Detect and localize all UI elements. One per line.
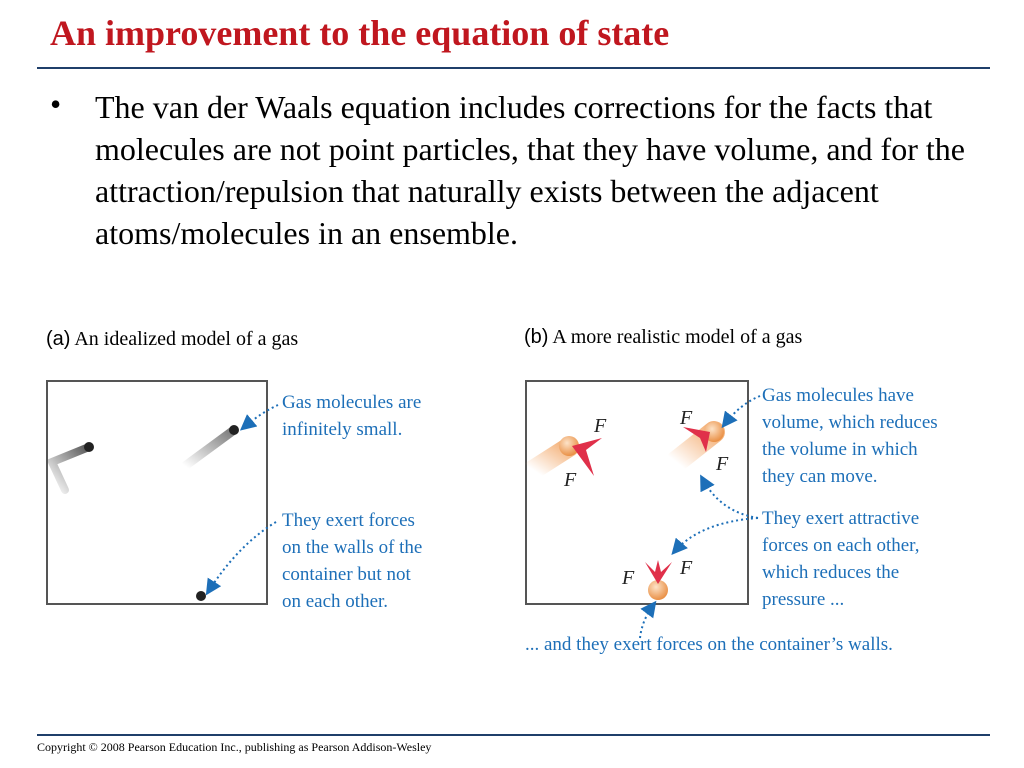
slide-title: An improvement to the equation of state [50, 13, 670, 53]
annotation-arrow [702, 478, 758, 518]
panel-a-tag: (a) [46, 328, 71, 350]
panel-b-note-volume: Gas molecules have volume, which reduces the volume in which they can move. [762, 385, 938, 487]
ideal-molecule-left [52, 442, 94, 490]
annotation-arrow [724, 396, 760, 425]
copyright-text: Copyright © 2008 Pearson Education Inc., publishing as Pearson Addison-Wesley [37, 740, 432, 754]
force-label: F [716, 453, 729, 475]
real-molecule-bottom [645, 543, 672, 600]
bullet-text: The van der Waals equation includes corrections for the facts that molecules are not point particles, that they have volume, and for the attraction/repulsion that naturally exists between the adjacent atoms/molecules in an ensemble. [95, 89, 965, 251]
annotation-arrow [674, 518, 758, 552]
force-label: F [622, 567, 635, 589]
panel-b-caption: A more realistic model of a gas [552, 326, 803, 348]
ideal-molecule-right [185, 425, 239, 466]
panel-b-note-walls: ... and they exert forces on the container’s walls. [525, 634, 893, 655]
panel-a-note-wall-forces: They exert forces on the walls of the container but not on each other. [282, 510, 423, 612]
force-label: F [680, 407, 693, 429]
panel-b-note-attraction: They exert attractive forces on each other, which reduces the pressure ... [762, 508, 920, 610]
force-label: F [594, 415, 607, 437]
bullet-marker: • [50, 86, 62, 122]
panel-a-caption: An idealized model of a gas [74, 328, 299, 350]
ideal-molecule-bottom [196, 550, 206, 601]
annotation-arrow [640, 604, 654, 638]
footer-divider [37, 734, 990, 736]
force-label: F [564, 469, 577, 491]
panel-a-note-small-molecules: Gas molecules are infinitely small. [282, 392, 422, 440]
force-label: F [680, 557, 693, 579]
annotation-arrow [243, 405, 278, 428]
panel-b-tag: (b) [524, 326, 549, 348]
annotation-arrow [208, 522, 276, 592]
